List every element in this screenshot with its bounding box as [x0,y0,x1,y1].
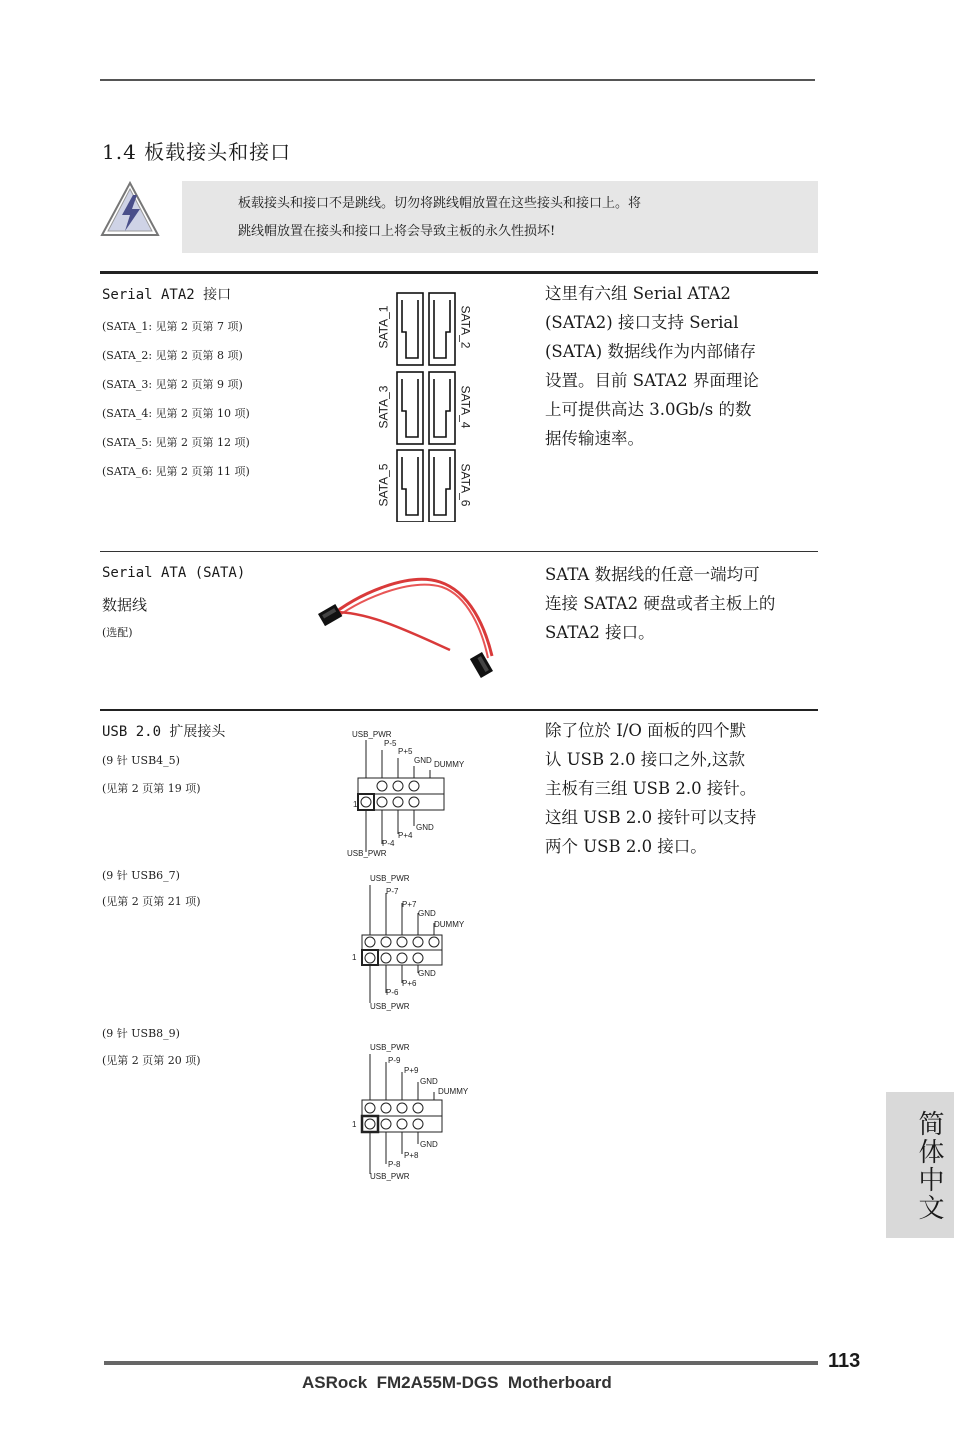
sata-rule [100,271,818,274]
sata-item: (SATA_2: 见第 2 页第 8 项) [102,349,243,362]
usb-header2-ref: (见第 2 页第 21 项) [102,895,201,908]
pin-label: P-5 [384,739,397,748]
pin-one-label: 1 [352,953,357,962]
pin-label: P+6 [402,979,417,988]
sata-item: (SATA_6: 见第 2 页第 11 项) [102,465,250,478]
pin-label: GND [418,969,436,978]
sata-connector-label: SATA_1 [376,305,391,349]
warning-text [238,190,798,246]
sata-connector-label: SATA_3 [376,385,391,429]
sata-connector-label: SATA_5 [376,463,391,507]
pin-label: USB_PWR [352,730,392,739]
top-rule [100,79,815,81]
usb-header-diagram-3 [352,1042,486,1184]
footer-rule [104,1361,818,1365]
usb-header-diagram-1 [346,728,486,860]
sata-connector-label: SATA_2 [458,305,473,349]
pin-label: USB_PWR [370,1043,410,1052]
warning-line-2: 跳线帽放置在接头和接口上将会导致主板的永久性损坏! [238,224,556,239]
cable-desc-line: SATA2 接口。 [545,623,655,642]
sata-item: (SATA_5: 见第 2 页第 12 项) [102,436,250,449]
sata-item: (SATA_1: 见第 2 页第 7 项) [102,320,243,333]
usb-desc-line: 除了位於 I/O 面板的四个默 [545,721,747,740]
sata-item: (SATA_4: 见第 2 页第 10 项) [102,407,250,420]
usb-header2-pins: (9 针 USB6_7) [102,869,180,882]
usb-header3-pins: (9 针 USB8_9) [102,1027,180,1040]
pin-label: GND [420,1077,438,1086]
usb-header1-pins: (9 针 USB4_5) [102,754,180,767]
cable-optional-note: (选配) [102,626,133,639]
sata-label: Serial ATA2 接口 [102,287,232,303]
pin-label: P-8 [388,1160,401,1169]
sata-desc-line: 设置。目前 SATA2 界面理论 [545,371,759,390]
usb-desc-line: 认 USB 2.0 接口之外,这款 [545,750,746,769]
sata-desc-line: 这里有六组 Serial ATA2 [545,284,731,303]
usb-description [545,716,815,861]
usb-desc-line: 这组 USB 2.0 接针可以支持 [545,808,757,827]
sata-cable-image [300,572,520,687]
pin-label: P+8 [404,1151,419,1160]
pin-label: USB_PWR [347,849,387,858]
warning-line-1: 板载接头和接口不是跳线。切勿将跳线帽放置在这些接头和接口上。将 [238,196,642,211]
cable-description [545,560,815,647]
usb-rule [100,709,818,711]
pin-label: P+7 [402,900,417,909]
usb-desc-line: 两个 USB 2.0 接口。 [545,837,707,856]
cable-desc-line: 连接 SATA2 硬盘或者主板上的 [545,594,776,613]
pin-label: P+9 [404,1066,419,1075]
sata-desc-line: (SATA) 数据线作为内部储存 [545,342,756,361]
pin-label: P-7 [386,887,399,896]
sata-description [545,279,815,453]
pin-label: P-9 [388,1056,401,1065]
usb-header-diagram-2 [352,873,486,1013]
section-title: 1.4 板载接头和接口 [102,140,292,164]
usb-desc-line: 主板有三组 USB 2.0 接针。 [545,779,757,798]
footer-title: ASRock FM2A55M-DGS Motherboard [302,1373,612,1392]
sata-connector-label: SATA_4 [458,385,473,429]
cable-label-line2: 数据线 [102,596,148,614]
cable-desc-line: SATA 数据线的任意一端均可 [545,565,760,584]
sata-item-list [102,312,250,486]
pin-label: P+5 [398,747,413,756]
pin-label: P-6 [386,988,399,997]
sata-connector-diagram [370,290,480,522]
pin-label: DUMMY [434,760,465,769]
sata-desc-line: (SATA2) 接口支持 Serial [545,313,739,332]
usb-header3-ref: (见第 2 页第 20 项) [102,1054,201,1067]
cable-rule [100,551,818,552]
pin-label: DUMMY [438,1087,469,1096]
pin-label: GND [420,1140,438,1149]
sata-desc-line: 上可提供高达 3.0Gb/s 的数 [545,400,752,419]
pin-label: GND [416,823,434,832]
pin-label: USB_PWR [370,1172,410,1181]
pin-label: DUMMY [434,920,465,929]
usb-header1-ref: (见第 2 页第 19 项) [102,782,201,795]
pin-label: GND [418,909,436,918]
sata-desc-line: 据传输速率。 [545,429,644,448]
page-number: 113 [828,1350,861,1372]
pin-label: USB_PWR [370,874,410,883]
pin-label: GND [414,756,432,765]
sata-item: (SATA_3: 见第 2 页第 9 项) [102,378,243,391]
pin-label: P+4 [398,831,413,840]
cable-label: Serial ATA (SATA) [102,565,246,581]
pin-one-label: 1 [353,800,358,809]
pin-label: USB_PWR [370,1002,410,1011]
sata-connector-label: SATA_6 [458,463,473,507]
warning-triangle-icon [100,181,160,239]
pin-one-label: 1 [352,1120,357,1129]
usb-label: USB 2.0 扩展接头 [102,724,226,740]
language-tab-label: 简体中文 [914,1110,944,1222]
pin-label: P-4 [382,839,395,848]
